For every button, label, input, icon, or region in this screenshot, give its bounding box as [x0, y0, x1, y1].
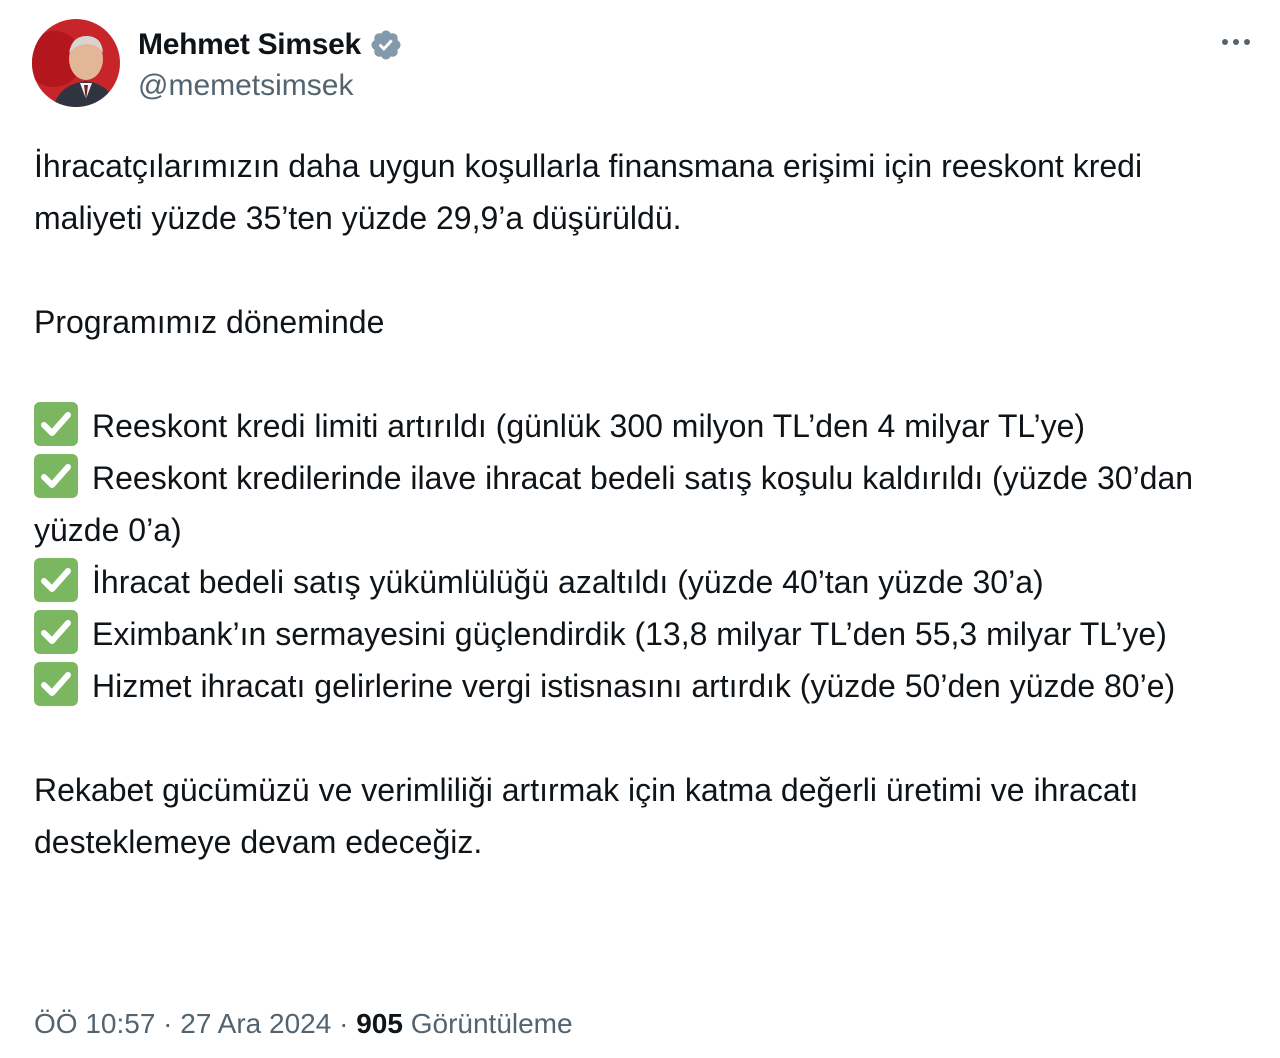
- bullet-item: [34, 400, 1234, 452]
- bullet-item: [34, 660, 1234, 712]
- check-mark-emoji-icon: [34, 610, 78, 654]
- check-mark-emoji-icon: [34, 454, 78, 498]
- tweet-header: [32, 18, 403, 108]
- separator: ·: [331, 1008, 357, 1039]
- tweet-paragraph-1: İhracatçılarımızın daha uygun koşullarla finansmana erişimi için reeskont kredi maliyeti yüzde 35’ten yüzde 29,9’a düşürüldü.: [34, 148, 1143, 236]
- avatar[interactable]: [32, 19, 120, 107]
- bullet-text: Reeskont kredi limiti artırıldı (günlük 300 milyon TL’den 4 milyar TL’ye): [92, 408, 1086, 444]
- separator: ·: [155, 1008, 181, 1039]
- author-names: [138, 23, 403, 103]
- bullet-text: Reeskont kredilerinde ilave ihracat bedeli satış koşulu kaldırıldı (yüzde 30’dan yüzde 0’a): [34, 460, 1194, 548]
- spacer: [34, 244, 1234, 296]
- spacer: [34, 348, 1234, 400]
- tweet-footer: [34, 1008, 573, 1040]
- more-options-icon[interactable]: [1214, 22, 1258, 62]
- views-label: Görüntüleme: [410, 1008, 573, 1039]
- bullet-item: [34, 556, 1234, 608]
- spacer: [34, 712, 1234, 764]
- views-count: 905: [356, 1008, 403, 1039]
- tweet-time[interactable]: ÖÖ 10:57: [34, 1008, 156, 1039]
- tweet-date[interactable]: 27 Ara 2024: [180, 1008, 332, 1039]
- tweet-paragraph-2: Programımız döneminde: [34, 304, 385, 340]
- bullet-text: Hizmet ihracatı gelirlerine vergi istisnasını artırdık (yüzde 50’den yüzde 80’e): [92, 668, 1176, 704]
- name-row: [138, 23, 403, 67]
- bullet-text: İhracat bedeli satış yükümlülüğü azaltıldı (yüzde 40’tan yüzde 30’a): [92, 564, 1044, 600]
- tweet-text: [34, 140, 1234, 868]
- bullet-text: Eximbank’ın sermayesini güçlendirdik (13,8 milyar TL’den 55,3 milyar TL’ye): [92, 616, 1167, 652]
- bullet-item: [34, 452, 1234, 556]
- tweet-paragraph-3: Rekabet gücümüzü ve verimliliği artırmak için katma değerli üretimi ve ihracatı desteklemeye devam edeceğiz.: [34, 772, 1139, 860]
- bullet-item: [34, 608, 1234, 660]
- dot: [1233, 39, 1239, 45]
- check-mark-emoji-icon: [34, 558, 78, 602]
- verified-badge-icon[interactable]: [369, 28, 403, 62]
- dot: [1222, 39, 1228, 45]
- check-mark-emoji-icon: [34, 662, 78, 706]
- check-mark-emoji-icon: [34, 402, 78, 446]
- author-handle[interactable]: @memetsimsek: [138, 69, 354, 102]
- avatar-image: [32, 19, 120, 107]
- dot: [1244, 39, 1250, 45]
- author-display-name[interactable]: Mehmet Simsek: [138, 28, 361, 61]
